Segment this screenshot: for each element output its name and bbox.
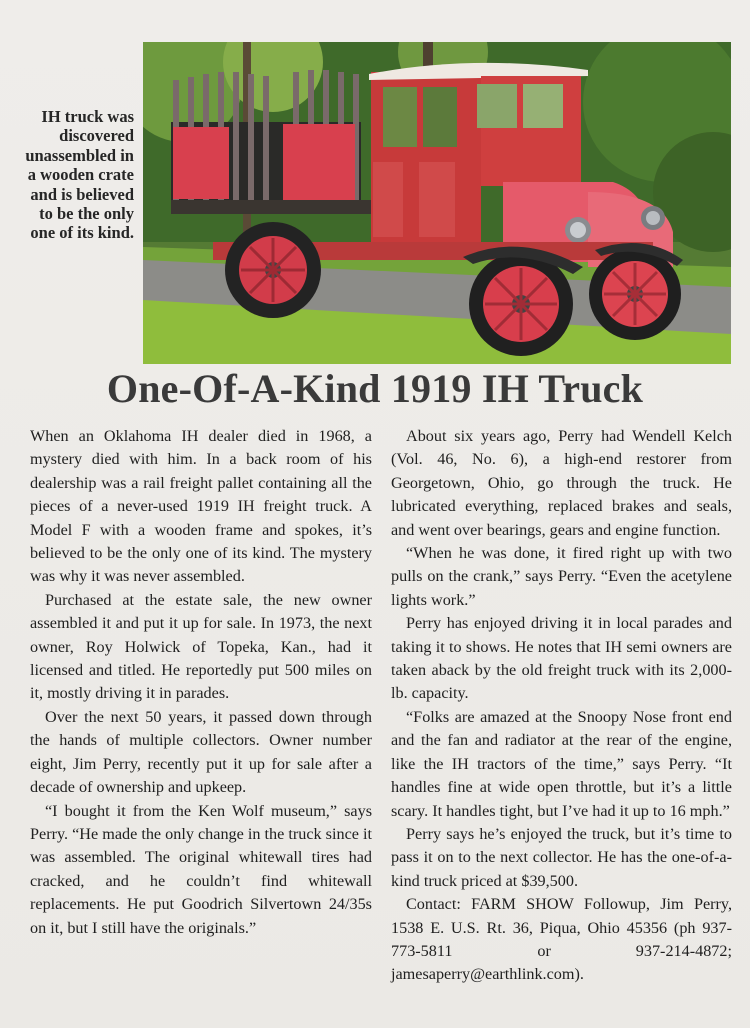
paragraph: “Folks are amazed at the Snoopy Nose front end and the fan and radiator at the rear of the engine, like the IH tractors of the time,” says Perry. “It handles fine at wide open throttle, but it’s a little scary. It handles tight, but I’ve had it up to 16 mph.” (391, 707, 732, 820)
paragraph: Over the next 50 years, it passed down through the hands of multiple collectors. Owner number eight, Jim Perry, recently put it up for sale after a decade of ownership and upkeep. (30, 707, 372, 797)
paragraph: Purchased at the estate sale, the new owner assembled it and put it up for sale. In 1973, the next owner, Roy Holwick of Topeka, Kan., had it licensed and titled. He reportedly put 500 miles on it, mostly driving it in parades. (30, 590, 372, 703)
headline: One-Of-A-Kind 1919 IH Truck (106, 366, 644, 411)
paragraph: Contact: FARM SHOW Followup, Jim Perry, 1538 E. U.S. Rt. 36, Piqua, Ohio 45356 (ph 937-773-5811 or 937-214-4872; jamesaperry@earthlink.com). (391, 895, 732, 984)
paragraph: Perry says he’s enjoyed the truck, but it’s time to pass it on to the next collector. He has the one-of-a-kind truck priced at $39,500. (391, 824, 732, 890)
truck-illustration (143, 42, 731, 364)
paragraph: Perry has enjoyed driving it in local parades and taking it to shows. He notes that IH semi owners are taken aback by the old freight truck with its 2,000-lb. capacity. (391, 614, 732, 703)
photo-caption: IH truck was discovered unassembled in a wooden crate and is believed to be the only one of its kind. (25, 107, 134, 243)
article-column-left (30, 425, 372, 940)
truck-photo (143, 42, 731, 364)
article-column-right (391, 425, 732, 987)
paragraph: “When he was done, it fired right up with two pulls on the crank,” says Perry. “Even the acetylene lights work.” (391, 544, 732, 609)
paragraph: When an Oklahoma IH dealer died in 1968, a mystery died with him. In a back room of his dealership was a rail freight pallet containing all the pieces of a never-used 1919 IH freight truck. A Model F with a wooden frame and spokes, it’s believed to be the only one of its kind. The mystery was why it was never assembled. (30, 427, 372, 586)
paragraph: About six years ago, Perry had Wendell Kelch (Vol. 46, No. 6), a high-end restorer from Georgetown, Ohio, go through the truck. He lubricated everything, replaced brakes and seals, and went over bearings, gears and engine function. (391, 427, 732, 539)
paragraph: “I bought it from the Ken Wolf museum,” says Perry. “He made the only change in the truck since it was assembled. The original whitewall tires had cracked, and he couldn’t find whitewall replacements. He put Goodrich Silvertown 24/35s on it, but I still have the originals.” (30, 801, 372, 937)
